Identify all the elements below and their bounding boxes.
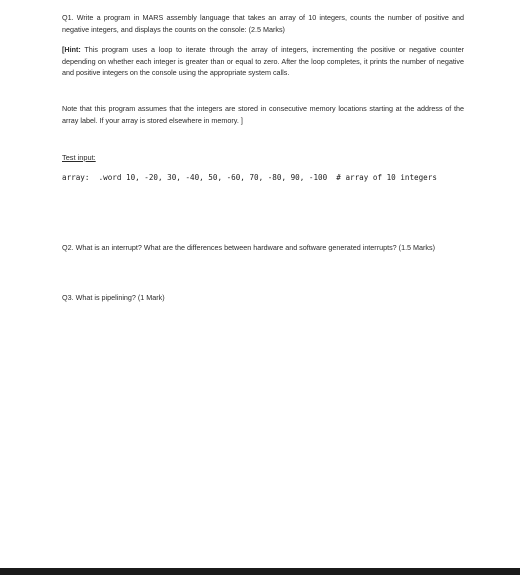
test-input-heading: Test input: — [62, 153, 96, 162]
note-paragraph: Note that this program assumes that the integers are stored in consecutive memory locations starting at the address of the array label. If your array is stored elsewhere in memory. ] — [62, 104, 464, 125]
bottom-border — [0, 568, 520, 575]
hint-label: [Hint: — [62, 45, 81, 54]
question-1: Q1. Write a program in MARS assembly language that takes an array of 10 integers, counts the number of positive and negative integers, and displays the counts on the console: (2.5 Marks) — [62, 13, 464, 34]
hint-paragraph — [62, 44, 464, 79]
question-3: Q3. What is pipelining? (1 Mark) — [62, 293, 165, 302]
hint-text: This program uses a loop to iterate through the array of integers, incrementing the positive or negative counter depending on whether each integer is greater than or equal to zero. After the loop completes, it prints the number of negative and positive integers on the console using the appropriate system calls. — [62, 45, 464, 78]
test-input-code: array: .word 10, -20, 30, -40, 50, -60, 70, -80, 90, -100 # array of 10 integers — [62, 173, 437, 182]
question-2: Q2. What is an interrupt? What are the differences between hardware and software generated interrupts? (1.5 Marks) — [62, 243, 436, 252]
